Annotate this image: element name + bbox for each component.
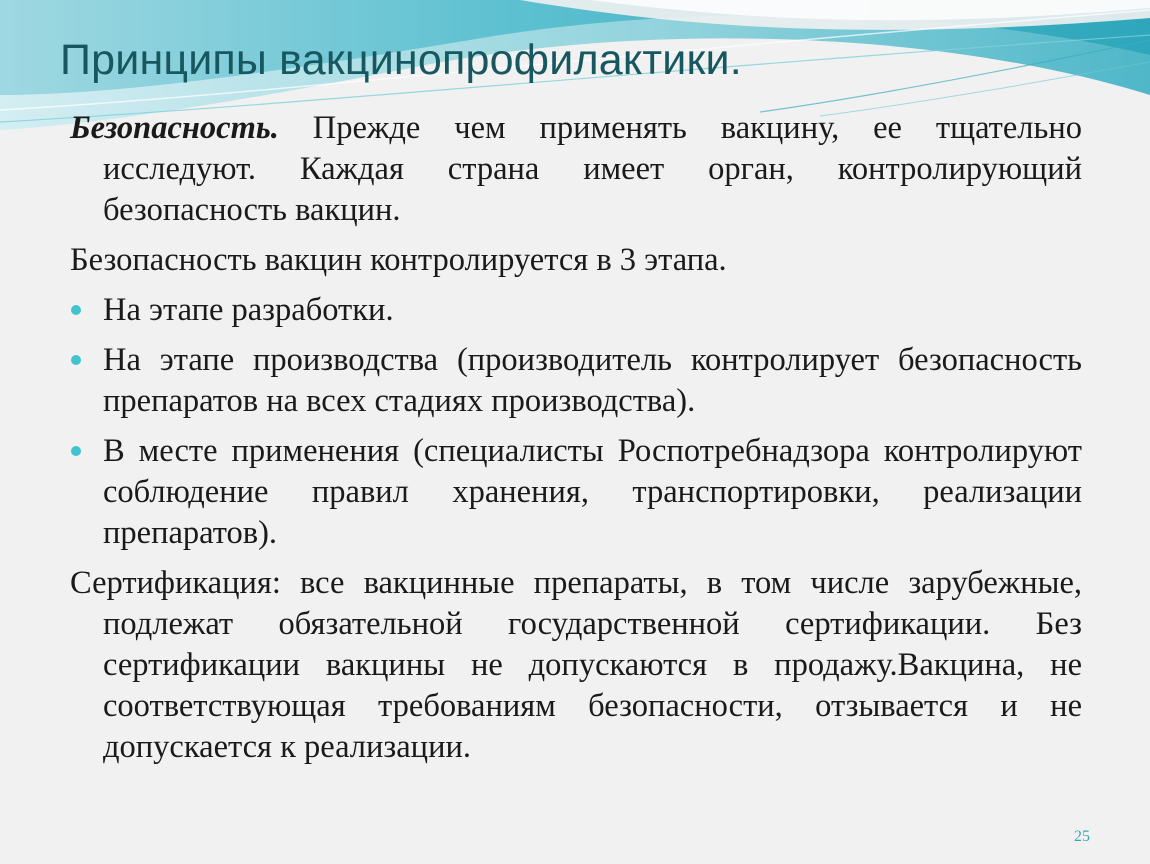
certification-paragraph: Сертификация: все вакцинные препараты, в том числе зарубежные, подлежат обязательной государственной сертификации. Без сертификации вакцины не допускаются в продажу.Вакцина, не соответствующая требованиям безопасности, отзывается и не допускается к реализации. [70, 565, 1082, 765]
list-item: На этапе разработки. [70, 290, 1082, 331]
stages-intro: Безопасность вакцин контролируется в 3 этапа. [70, 242, 727, 278]
safety-paragraph [70, 108, 1082, 231]
list-item: В месте применения (специалисты Роспотребнадзора контролируют соблюдение правил хранения, транспортировки, реализации препаратов). [70, 431, 1082, 554]
list-item: На этапе производства (производитель контролирует безопасность препаратов на всех стадиях производства). [70, 340, 1082, 422]
bullet-dot-icon [71, 355, 81, 365]
bullet-dot-icon [71, 305, 81, 315]
stages-list [70, 290, 1082, 554]
page-number: 25 [1074, 828, 1090, 845]
slide-title: Принципы вакцинопрофилактики. [60, 36, 742, 84]
slide-body [70, 108, 1082, 777]
bullet-dot-icon [71, 446, 81, 456]
safety-text: Прежде чем применять вакцину, ее тщательно исследуют. Каждая страна имеет орган, контролирующий безопасность вакцин. [103, 110, 1082, 228]
safety-term: Безопасность. [70, 110, 279, 146]
